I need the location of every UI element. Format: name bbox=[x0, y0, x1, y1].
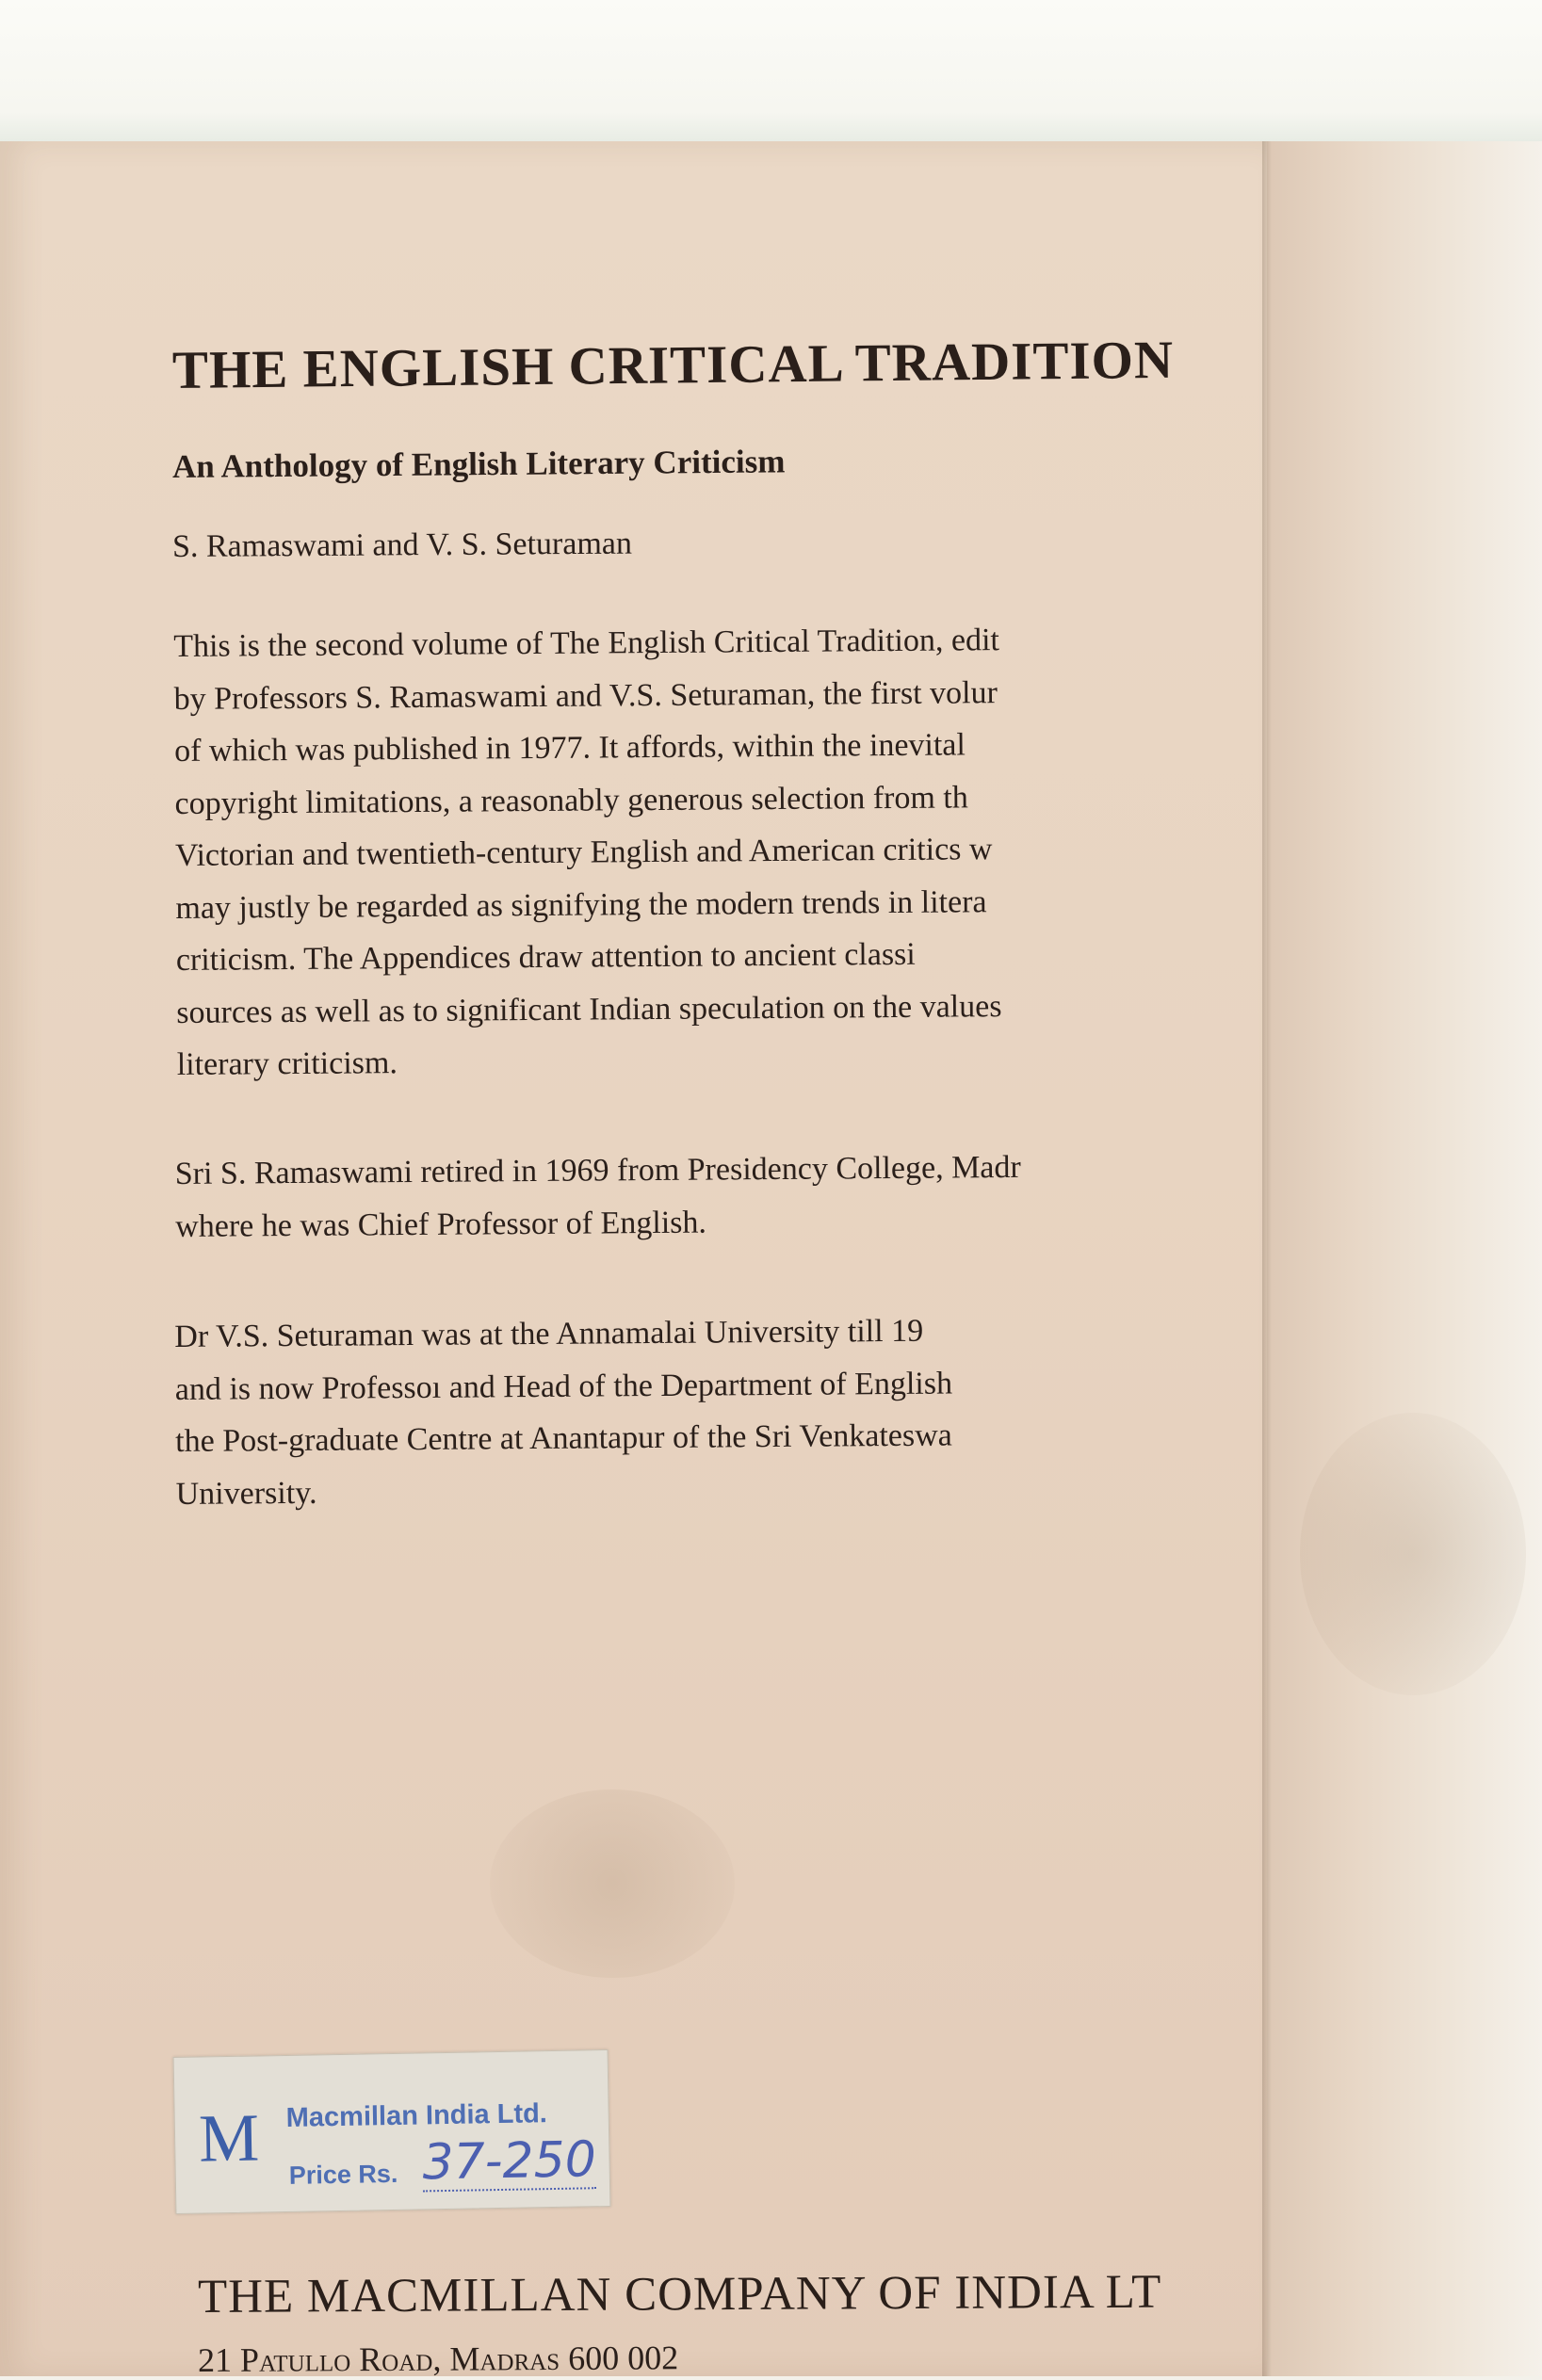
stamp-company: Macmillan India Ltd. bbox=[285, 2098, 548, 2133]
publisher-name: THE MACMILLAN COMPANY OF INDIA LT bbox=[197, 2265, 1162, 2323]
text-line: where he was Chief Professor of English. bbox=[175, 1204, 707, 1244]
text-line: criticism. The Appendices draw attention to ancient classi bbox=[175, 937, 916, 979]
book-title: THE ENGLISH CRITICAL TRADITION bbox=[171, 330, 1175, 400]
macmillan-logo: M bbox=[198, 2099, 260, 2177]
text-line: by Professors S. Ramaswami and V.S. Seturaman, the first volur bbox=[173, 674, 998, 717]
text-line: University. bbox=[175, 1475, 317, 1512]
text-line: literary criticism. bbox=[176, 1045, 398, 1083]
description-paragraph bbox=[173, 612, 1267, 1092]
stain bbox=[1300, 1413, 1526, 1695]
cover-flap bbox=[1267, 141, 1542, 2376]
book-authors: S. Ramaswami and V. S. Seturaman bbox=[171, 526, 633, 565]
stain bbox=[490, 1789, 735, 1978]
text-line: and is now Professoı and Head of the Department of English bbox=[174, 1365, 953, 1407]
author-bio-ramaswami bbox=[175, 1140, 1266, 1253]
text-line: Dr V.S. Seturaman was at the Annamalai University till 19 bbox=[174, 1313, 924, 1354]
text-line: Victorian and twentieth-century English and American critics w bbox=[174, 832, 993, 874]
text-line: sources as well as to significant Indian speculation on the values bbox=[176, 988, 1002, 1030]
cover-text bbox=[171, 330, 1265, 1520]
text-line: the Post-graduate Centre at Anantapur of the Sri Venkateswa bbox=[175, 1417, 952, 1459]
text-line: of which was published in 1977. It affords, within the inevital bbox=[173, 727, 966, 769]
price-label: Price Rs. bbox=[288, 2159, 398, 2190]
scan-background bbox=[0, 0, 1542, 160]
author-bio-seturaman bbox=[174, 1303, 1266, 1520]
text-line: may justly be regarded as signifying the modern trends in litera bbox=[175, 883, 987, 926]
text-line: This is the second volume of The English Critical Tradition, edit bbox=[173, 623, 1000, 665]
price-stamp bbox=[173, 2049, 611, 2214]
publisher-address: 21 Patullo Road, Madras 600 002 bbox=[197, 2339, 679, 2379]
book-subtitle: An Anthology of English Literary Criticism bbox=[171, 443, 786, 486]
text-line: Sri S. Ramaswami retired in 1969 from Presidency College, Madr bbox=[174, 1149, 1021, 1191]
text-line: copyright limitations, a reasonably generous selection from th bbox=[174, 780, 968, 821]
handwritten-price: 37-250 bbox=[422, 2131, 597, 2192]
